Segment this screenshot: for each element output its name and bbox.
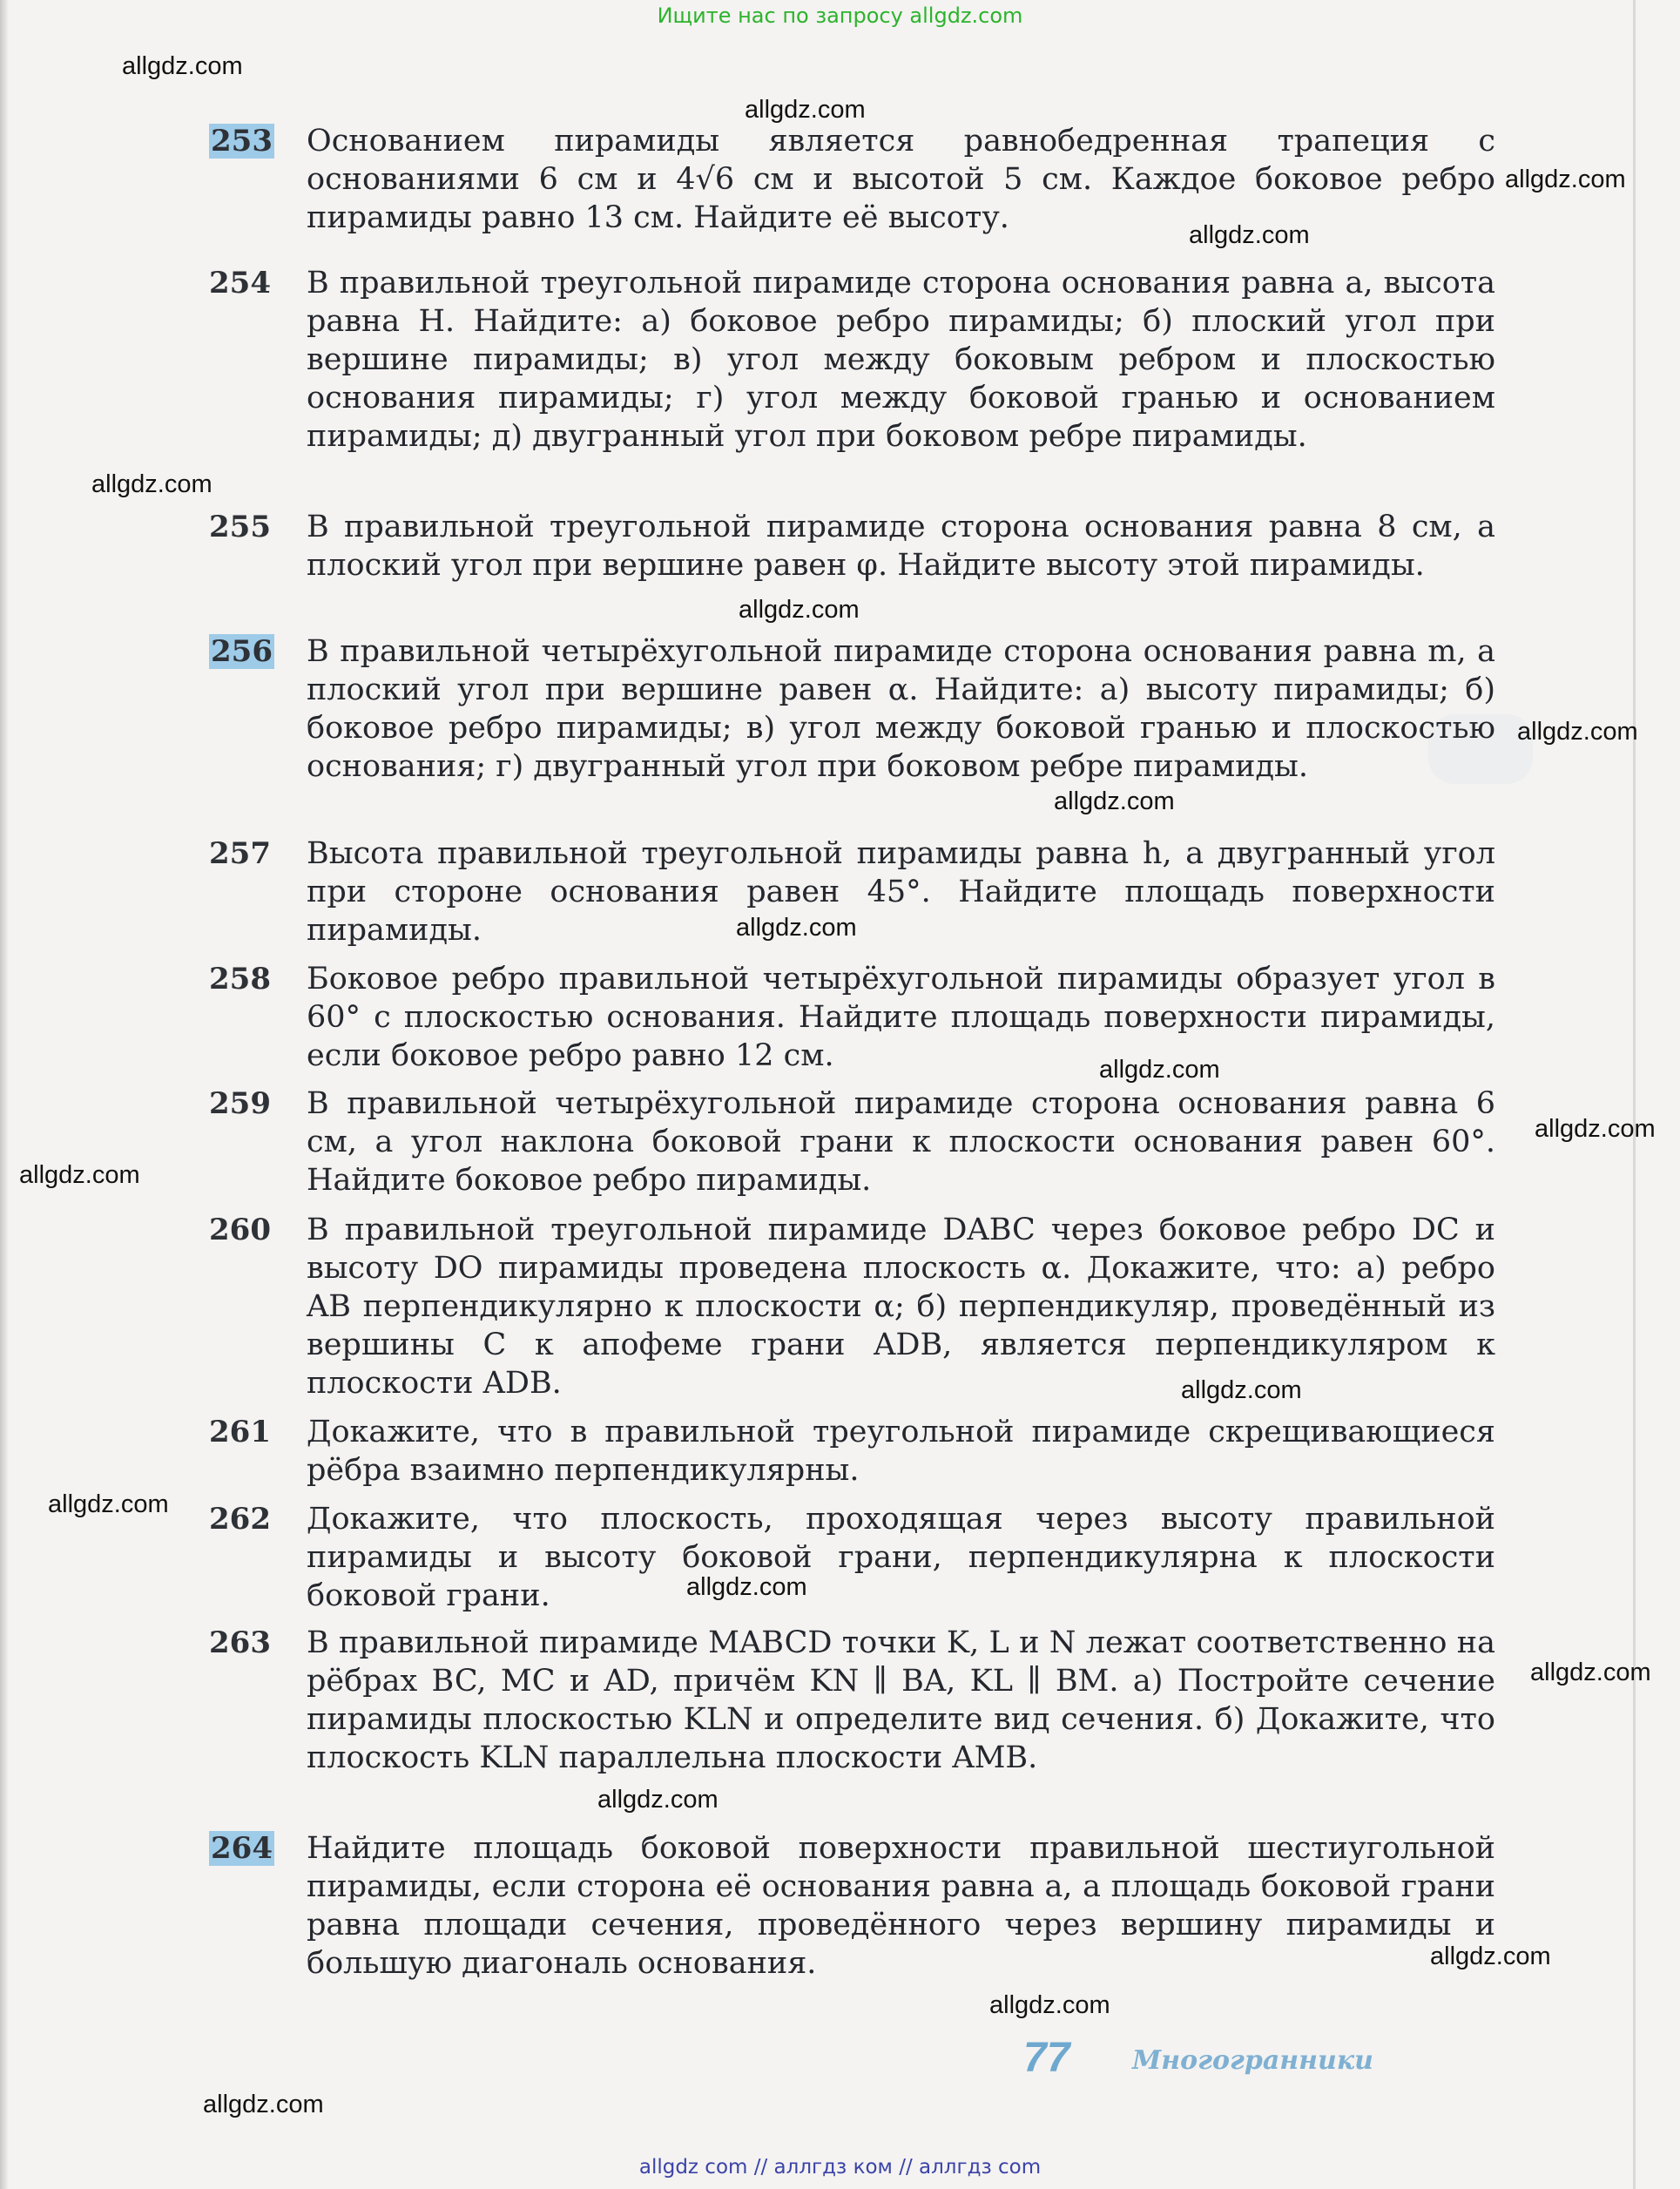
problem-text: Докажите, что в правильной треугольной пирамиде скрещивающиеся рёбра взаимно перпендикулярны. xyxy=(307,1415,1495,1488)
watermark: allgdz.com xyxy=(1517,718,1638,746)
problem-number: 254 xyxy=(209,266,271,301)
watermark: allgdz.com xyxy=(1099,1056,1220,1084)
problem-text: Докажите, что плоскость, проходящая через высоту правильной пирамиды и высоту боковой грани, перпендикулярна к плоскости боковой грани. xyxy=(307,1502,1495,1613)
watermark: allgdz.com xyxy=(736,914,857,942)
watermark: allgdz.com xyxy=(203,2091,324,2118)
problem-number: 260 xyxy=(209,1213,271,1247)
watermark: allgdz.com xyxy=(1054,787,1175,815)
footer-note: allgdz com // аллгдз ком // аллгдз com xyxy=(638,2156,1042,2179)
problem-text: В правильной четырёхугольной пирамиде сторона основания равна m, а плоский угол при вершине равен α. Найдите: а) высоту пирамиды; б) боковое ребро пирамиды; в) угол между боковой гранью и плоскостью основания; г) двугранный угол при боковом ребре пирамиды. xyxy=(307,634,1495,784)
problem-number: 256 xyxy=(211,634,273,669)
watermark: allgdz.com xyxy=(686,1573,807,1601)
watermark: allgdz.com xyxy=(122,52,243,80)
watermark: allgdz.com xyxy=(19,1161,140,1189)
page-edge-line xyxy=(1633,0,1636,2189)
watermark: allgdz.com xyxy=(1430,1942,1551,1970)
problem-text: Боковое ребро правильной четырёхугольной пирамиды образует угол в 60° с плоскостью основания. Найдите площадь поверхности пирамиды, если боковое ребро равно 12 см. xyxy=(307,962,1495,1073)
problem-text: Основанием пирамиды является равнобедренная трапеция с основаниями 6 см и 4√6 см и высотой 5 см. Каждое боковое ребро пирамиды равно 13 см. Найдите её высоту. xyxy=(307,124,1495,235)
watermark: allgdz.com xyxy=(48,1490,169,1518)
watermark: allgdz.com xyxy=(1535,1115,1656,1143)
problem-text: В правильной треугольной пирамиде сторона основания равна 8 см, а плоский угол при вершине равен φ. Найдите высоту этой пирамиды. xyxy=(307,510,1495,583)
problem-number: 263 xyxy=(209,1625,271,1660)
problem-number: 262 xyxy=(209,1502,271,1537)
watermark: allgdz.com xyxy=(1189,221,1310,249)
watermark: allgdz.com xyxy=(597,1786,719,1814)
problem-text: Найдите площадь боковой поверхности правильной шестиугольной пирамиды, если сторона её основания равна a, а площадь боковой грани равна площади сечения, проведённого через вершину пирамиды и большую диагональ основания. xyxy=(307,1831,1495,1981)
watermark: allgdz.com xyxy=(1181,1376,1302,1404)
page-number: 77 xyxy=(1023,2035,1070,2081)
problem-text: В правильной треугольной пирамиде DABC через боковое ребро DC и высоту DO пирамиды проведена плоскость α. Докажите, что: а) ребро AB перпендикулярно к плоскости α; б) перпендикуляр, проведённый из вершины C к апофеме грани ADB, является перпендикуляром к плоскости ADB. xyxy=(307,1213,1495,1401)
problem-text: В правильной четырёхугольной пирамиде сторона основания равна 6 см, а угол наклона боковой грани к плоскости основания равен 60°. Найдите боковое ребро пирамиды. xyxy=(307,1086,1495,1198)
problem-number: 253 xyxy=(211,124,273,159)
watermark: allgdz.com xyxy=(91,470,213,498)
page-spine-shadow xyxy=(0,0,9,2189)
problem-text: Высота правильной треугольной пирамиды равна h, а двугранный угол при стороне основания равен 45°. Найдите площадь поверхности пирамиды. xyxy=(307,836,1495,948)
problem-number: 261 xyxy=(209,1415,271,1449)
problem-number: 255 xyxy=(209,510,271,544)
problem-number: 264 xyxy=(211,1831,273,1866)
problem-number: 258 xyxy=(209,962,271,997)
problem-number: 257 xyxy=(209,836,271,871)
header-note: Ищите нас по запросу allgdz.com xyxy=(657,3,1023,28)
problem-number: 259 xyxy=(209,1086,271,1121)
watermark: allgdz.com xyxy=(745,96,866,124)
watermark: allgdz.com xyxy=(989,1991,1110,2019)
problem-text: В правильной пирамиде MABCD точки K, L и N лежат соответственно на рёбрах BC, MC и AD, причём KN ∥ BA, KL ∥ BM. а) Постройте сечение пирамиды плоскостью KLN и определите вид сечения. б) Докажите, что плоскость KLN параллельна плоскости AMB. xyxy=(307,1625,1495,1775)
watermark: allgdz.com xyxy=(739,596,860,624)
section-title: Многогранники xyxy=(1132,2045,1373,2076)
watermark: allgdz.com xyxy=(1505,166,1626,193)
problem-text: В правильной треугольной пирамиде сторона основания равна a, высота равна H. Найдите: а) боковое ребро пирамиды; б) плоский угол при вершине пирамиды; в) угол между боковым ребром и плоскостью основания пирамиды; г) угол между боковой гранью и основанием пирамиды; д) двугранный угол при боковом ребре пирамиды. xyxy=(307,266,1495,454)
watermark: allgdz.com xyxy=(1530,1659,1651,1686)
